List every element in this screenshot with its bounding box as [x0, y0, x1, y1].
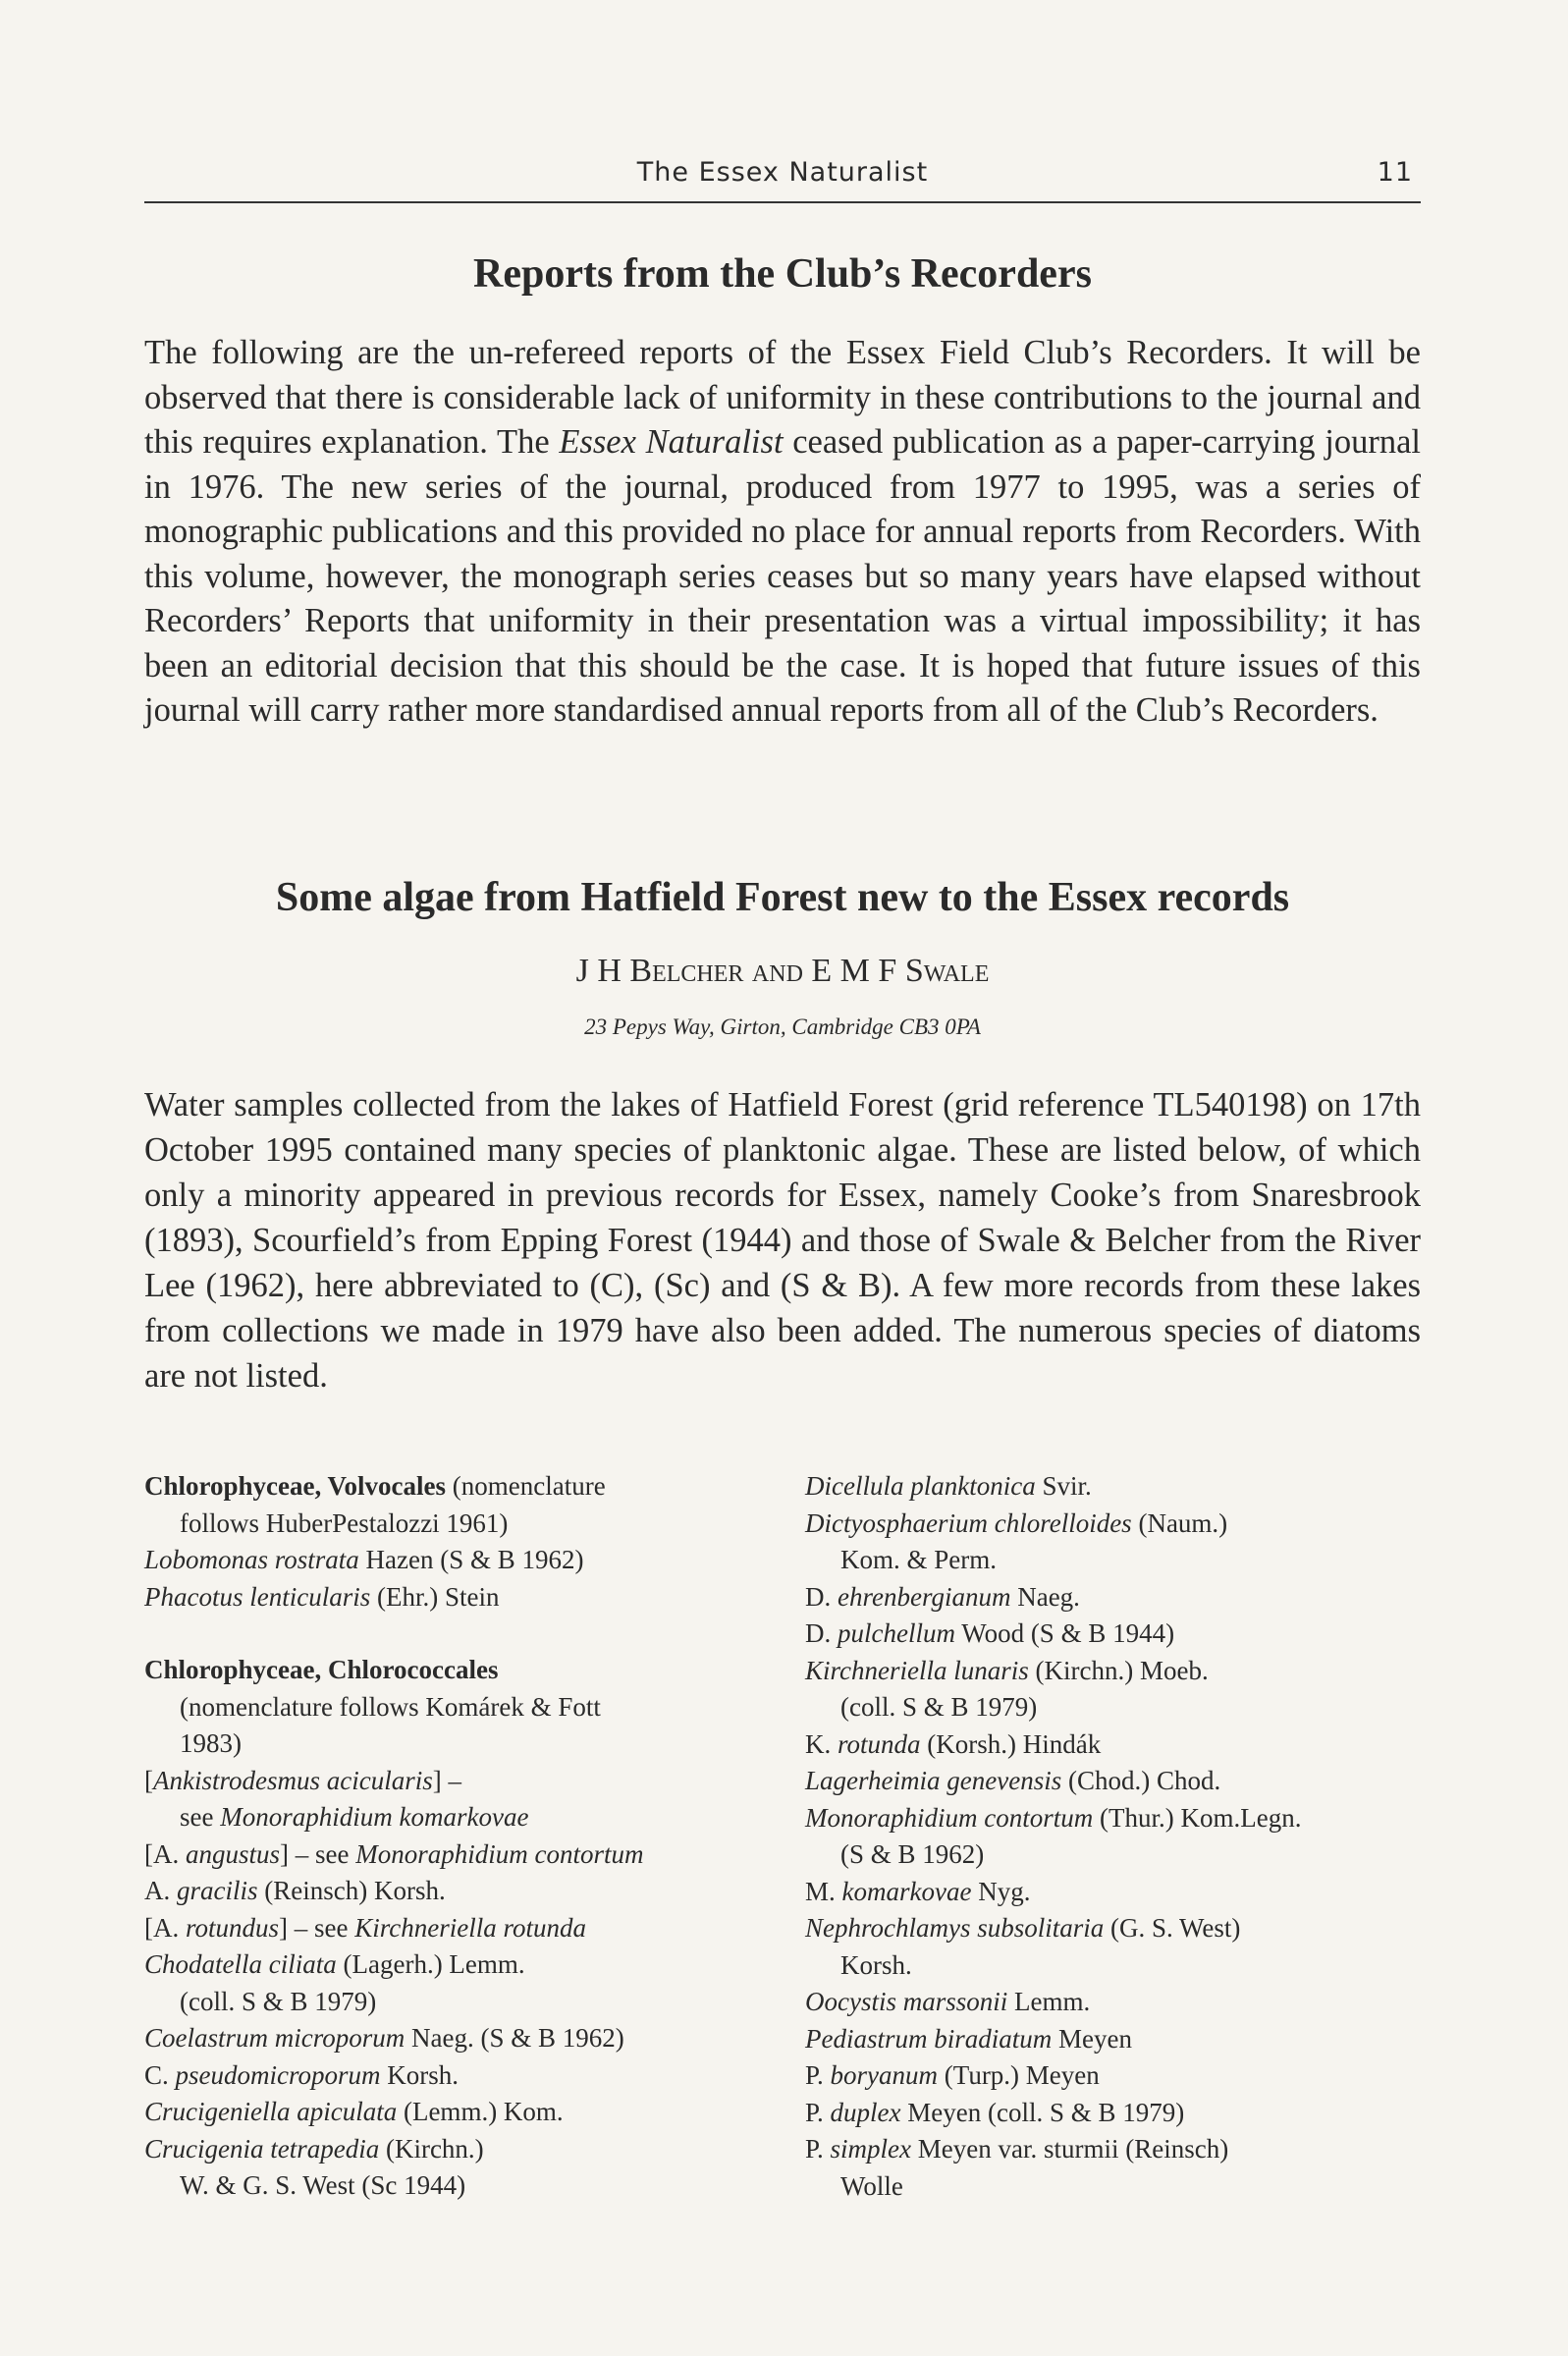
species-entry [805, 1984, 1433, 2021]
species-entry [805, 2021, 1433, 2058]
running-header [144, 157, 1421, 192]
species-name: Lobomonas rostrata [144, 1545, 359, 1574]
species-name: angustus [186, 1838, 281, 1869]
species-entry [144, 2131, 753, 2168]
species-name: komarkovae [841, 1876, 972, 1906]
see-text: ] – see [279, 1912, 355, 1943]
group-name: Chlorophyceae, Chlorococcales [144, 1655, 499, 1684]
article-authors: J H Belcher and E M F Swale [575, 953, 990, 989]
species-name: Oocystis marssonii [805, 1987, 1008, 2016]
species-name: Monoraphidium contortum [355, 1838, 644, 1869]
species-authority: Lemm. [1007, 1987, 1091, 2016]
species-name: duplex [830, 2097, 901, 2127]
group-heading-chlorococcales [144, 1652, 753, 1689]
species-entry-cont: W. & G. S. West (Sc 1944) [180, 2170, 466, 2200]
genus-abbrev: [A. [144, 1838, 186, 1869]
species-entry [144, 1763, 753, 1800]
genus-abbrev: D. [805, 1618, 838, 1648]
species-authority: (Kirchn.) Moeb. [1028, 1655, 1209, 1685]
species-name: ehrenbergianum [838, 1581, 1011, 1612]
species-authority: Nyg. [971, 1876, 1031, 1906]
species-entry-cont: Kom. & Perm. [840, 1545, 997, 1574]
species-entry-cont: Wolle [840, 2170, 903, 2201]
species-entry [805, 1800, 1433, 1837]
species-authority: Meyen var. sturmii (Reinsch) [911, 2134, 1229, 2164]
species-authority: (Lagerh.) Lemm. [336, 1949, 525, 1979]
genus-abbrev: P. [805, 2097, 831, 2127]
species-authority: (Reinsch) Korsh. [257, 1876, 446, 1905]
intro-text-2: ceased publication as a paper-carrying journal in 1976. The new series of the journal, produced from 1977 to 1995, was a series of monographic publications and this provided no place for annual reports from Recorders. With this volume, however, the monograph series ceases but so many years have elapsed without Recorders’ Reports that uniformity in their presentation was a virtual impossibility; it has been an editorial decision that this should be the case. It is hoped that future issues of this journal will carry rather more standardised annual reports from all of the Club’s Recorders. [144, 423, 1421, 729]
species-name: Pediastrum biradiatum [805, 2023, 1053, 2054]
species-entry [805, 1726, 1433, 1764]
species-name: Monoraphidium komarkovae [220, 1802, 529, 1832]
species-name: Crucigeniella apiculata [144, 2097, 398, 2126]
genus-abbrev: K. [805, 1728, 838, 1759]
species-authority: ] – [432, 1765, 461, 1795]
species-entry [805, 2057, 1433, 2095]
species-name: Kirchneriella rotunda [354, 1912, 586, 1943]
species-authority: (Thur.) Kom.Legn. [1093, 1802, 1302, 1833]
species-authority: Naeg. (S & B 1962) [405, 2023, 624, 2053]
species-authority: (Naum.) [1131, 1507, 1228, 1538]
article-body: Water samples collected from the lakes of Hatfield Forest (grid reference TL540198) on 17th October 1995 contained many species of planktonic algae. These are listed below, of which only a minority appeared in previous records for Essex, namely Cooke’s from Snaresbrook (1893), Scourfield’s from Epping Forest (1944) and those of Swale & Belcher from the River Lee (1962), here abbreviated to (C), (Sc) and (S & B). A few more records from these lakes from collections we made in 1979 have also been added. The numerous species of diatoms are not listed. [144, 1086, 1421, 1395]
species-name: Phacotus lenticularis [144, 1581, 371, 1612]
species-authority: Naeg. [1010, 1581, 1080, 1612]
species-entry [805, 1910, 1433, 1947]
genus-abbrev: P. [805, 2060, 831, 2090]
page-number: 11 [1377, 157, 1413, 188]
species-entry [805, 1653, 1433, 1690]
bracket: [ [144, 1765, 153, 1795]
species-authority: Korsh. [380, 2059, 460, 2090]
species-entry [144, 1836, 753, 1874]
species-name: Dictyosphaerium chlorelloides [805, 1507, 1132, 1538]
species-list-right [805, 1468, 1433, 2205]
species-entry-cont: (coll. S & B 1979) [180, 1986, 377, 2016]
species-authority: (Chod.) Chod. [1061, 1766, 1221, 1795]
species-entry [144, 2020, 753, 2057]
intro-text-1: The following are the un-refereed reports of the Essex Field Club’s Recorders. It will be observed that there is considerable lack of uniformity in these contributions to the journal and this requires explanation. The [144, 334, 1421, 461]
genus-abbrev: M. [805, 1876, 842, 1906]
species-entry [805, 1616, 1433, 1653]
species-name: simplex [830, 2134, 912, 2164]
species-name: Kirchneriella lunaris [805, 1655, 1029, 1685]
species-name: gracilis [177, 1876, 258, 1905]
species-entry [144, 2094, 753, 2131]
section-title-recorders: Reports from the Club’s Recorders [473, 251, 1092, 297]
species-entry [144, 1946, 753, 1984]
species-name: pseudomicroporum [175, 2059, 381, 2090]
group-note: (nomenclature follows Komárek & Fott [180, 1691, 601, 1722]
intro-paragraph [144, 331, 1421, 734]
species-entry [805, 1763, 1433, 1800]
genus-abbrev: C. [144, 2059, 176, 2090]
group-name: Chlorophyceae, Volvocales [144, 1471, 447, 1501]
species-authority: (G. S. West) [1104, 1913, 1241, 1943]
journal-name: Essex Naturalist [559, 423, 784, 461]
species-name: Ankistrodesmus acicularis [153, 1765, 433, 1795]
species-entry [805, 2095, 1433, 2132]
species-name: Nephrochlamys subsolitaria [805, 1913, 1105, 1943]
species-list-left [144, 1468, 753, 2205]
species-name: Lagerheimia genevensis [805, 1766, 1062, 1795]
species-entry [144, 1910, 753, 1947]
species-name: Chodatella ciliata [144, 1949, 337, 1979]
species-authority: Hazen (S & B 1962) [358, 1545, 584, 1574]
genus-abbrev: P. [805, 2134, 831, 2164]
group-note: (nomenclature [446, 1471, 606, 1501]
species-entry [805, 1874, 1433, 1911]
section-title-algae: Some algae from Hatfield Forest new to the Essex records [275, 875, 1290, 920]
species-name: pulchellum [838, 1618, 955, 1648]
species-entry [144, 1579, 753, 1616]
species-authority: (Kirchn.) [379, 2133, 484, 2164]
genus-abbrev: D. [805, 1581, 838, 1612]
author-address: 23 Pepys Way, Girton, Cambridge CB3 0PA [584, 1014, 981, 1039]
species-entry [805, 1579, 1433, 1616]
species-name: boryanum [830, 2060, 939, 2090]
species-name: Coelastrum microporum [144, 2023, 406, 2053]
species-entry [805, 2131, 1433, 2168]
species-name: Monoraphidium contortum [805, 1802, 1094, 1833]
species-name: Dicellula planktonica [805, 1471, 1036, 1501]
species-authority: (Lemm.) Kom. [397, 2097, 564, 2126]
see-text: ] – see [280, 1838, 356, 1869]
species-authority: (Turp.) Meyen [938, 2060, 1100, 2090]
running-title: The Essex Naturalist [636, 157, 929, 188]
species-authority: Wood (S & B 1944) [954, 1618, 1175, 1648]
species-authority: Meyen (coll. S & B 1979) [900, 2097, 1185, 2127]
species-name: rotundus [186, 1912, 280, 1943]
species-name: Crucigenia tetrapedia [144, 2133, 380, 2164]
species-authority: Svir. [1035, 1471, 1092, 1501]
group-note-cont: follows HuberPestalozzi 1961) [180, 1507, 509, 1538]
group-note-cont: 1983) [180, 1728, 242, 1758]
species-entry-cont: (S & B 1962) [840, 1839, 985, 1869]
species-entry [805, 1468, 1433, 1506]
species-entry [144, 1873, 753, 1910]
species-entry [144, 1542, 753, 1579]
species-authority: (Ehr.) Stein [370, 1581, 500, 1612]
species-authority: Meyen [1052, 2023, 1132, 2054]
genus-abbrev: A. [144, 1876, 177, 1905]
group-heading-volvocales [144, 1468, 753, 1506]
species-name: rotunda [838, 1728, 921, 1759]
genus-abbrev: [A. [144, 1912, 186, 1943]
species-entry-cont [144, 1799, 753, 1836]
species-entry-cont: Korsh. [840, 1949, 912, 1980]
see-text: see [180, 1802, 221, 1832]
header-rule [144, 201, 1421, 203]
species-entry [805, 1506, 1433, 1543]
species-entry-cont: (coll. S & B 1979) [840, 1692, 1038, 1722]
species-entry [144, 2057, 753, 2095]
species-authority: (Korsh.) Hindák [920, 1728, 1102, 1759]
